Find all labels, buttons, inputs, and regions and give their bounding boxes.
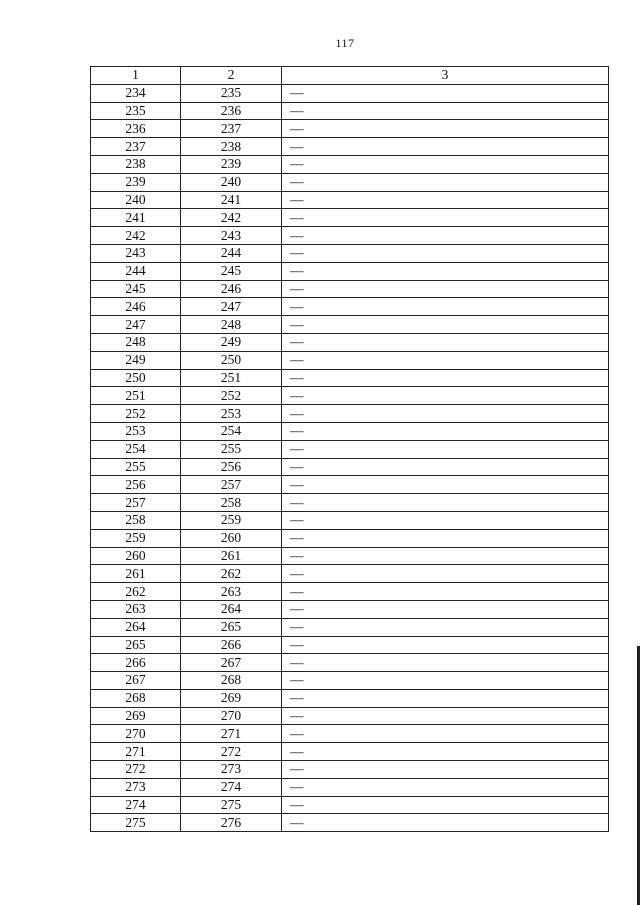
table-cell-col-3: — — [282, 351, 609, 369]
table-cell-col-1: 237 — [91, 138, 181, 156]
table-cell-col-1: 270 — [91, 725, 181, 743]
table-row — [91, 476, 609, 494]
table-row — [91, 565, 609, 583]
table-cell-col-1: 235 — [91, 102, 181, 120]
table-cell-col-1: 248 — [91, 333, 181, 351]
table-cell-col-2: 238 — [181, 138, 282, 156]
table-row — [91, 583, 609, 601]
table-cell-col-2: 255 — [181, 440, 282, 458]
table-row — [91, 689, 609, 707]
table-row — [91, 494, 609, 512]
table-row — [91, 796, 609, 814]
table-cell-col-3: — — [282, 387, 609, 405]
table-row — [91, 138, 609, 156]
table-row — [91, 618, 609, 636]
table-row — [91, 725, 609, 743]
table-row — [91, 600, 609, 618]
table-cell-col-3: — — [282, 244, 609, 262]
table-row — [91, 707, 609, 725]
table-cell-col-3: — — [282, 654, 609, 672]
table-cell-col-3: — — [282, 583, 609, 601]
table-row — [91, 191, 609, 209]
table-cell-col-1: 274 — [91, 796, 181, 814]
table-cell-col-1: 247 — [91, 316, 181, 334]
table-cell-col-3: — — [282, 689, 609, 707]
table-row — [91, 511, 609, 529]
table-row — [91, 173, 609, 191]
table-cell-col-2: 275 — [181, 796, 282, 814]
table-cell-col-1: 236 — [91, 120, 181, 138]
table-cell-col-2: 252 — [181, 387, 282, 405]
table-cell-col-1: 260 — [91, 547, 181, 565]
table-cell-col-1: 266 — [91, 654, 181, 672]
table-cell-col-1: 255 — [91, 458, 181, 476]
table-cell-col-2: 263 — [181, 583, 282, 601]
table-row — [91, 547, 609, 565]
table-cell-col-1: 267 — [91, 672, 181, 690]
table-cell-col-1: 239 — [91, 173, 181, 191]
table-cell-col-1: 240 — [91, 191, 181, 209]
table-row — [91, 672, 609, 690]
table-cell-col-3: — — [282, 618, 609, 636]
data-table — [90, 66, 609, 832]
table-row — [91, 405, 609, 423]
table-cell-col-3: — — [282, 173, 609, 191]
table-row — [91, 761, 609, 779]
table-row — [91, 636, 609, 654]
table-cell-col-3: — — [282, 440, 609, 458]
table-row — [91, 316, 609, 334]
table-row — [91, 743, 609, 761]
table-row — [91, 280, 609, 298]
table-cell-col-2: 250 — [181, 351, 282, 369]
table-body — [91, 84, 609, 831]
table-row — [91, 422, 609, 440]
table-cell-col-1: 249 — [91, 351, 181, 369]
table-cell-col-3: — — [282, 529, 609, 547]
table-cell-col-2: 268 — [181, 672, 282, 690]
table-cell-col-1: 243 — [91, 244, 181, 262]
table-cell-col-3: — — [282, 102, 609, 120]
table-cell-col-1: 258 — [91, 511, 181, 529]
table-cell-col-3: — — [282, 155, 609, 173]
table-cell-col-3: — — [282, 511, 609, 529]
table-cell-col-3: — — [282, 262, 609, 280]
table-cell-col-1: 234 — [91, 84, 181, 102]
table-cell-col-1: 265 — [91, 636, 181, 654]
column-header-2: 2 — [181, 67, 282, 85]
table-cell-col-3: — — [282, 725, 609, 743]
table-cell-col-2: 235 — [181, 84, 282, 102]
table-cell-col-3: — — [282, 280, 609, 298]
page-number: 117 — [335, 36, 355, 50]
table-cell-col-3: — — [282, 672, 609, 690]
table-cell-col-2: 242 — [181, 209, 282, 227]
table-cell-col-3: — — [282, 796, 609, 814]
table-cell-col-2: 240 — [181, 173, 282, 191]
table-cell-col-3: — — [282, 547, 609, 565]
table-cell-col-2: 239 — [181, 155, 282, 173]
table-cell-col-3: — — [282, 191, 609, 209]
table-cell-col-2: 253 — [181, 405, 282, 423]
table-row — [91, 84, 609, 102]
table-row — [91, 120, 609, 138]
table-cell-col-1: 241 — [91, 209, 181, 227]
column-header-1: 1 — [91, 67, 181, 85]
table-cell-col-1: 242 — [91, 227, 181, 245]
table-cell-col-3: — — [282, 743, 609, 761]
table-cell-col-2: 264 — [181, 600, 282, 618]
table-cell-col-2: 271 — [181, 725, 282, 743]
table-cell-col-2: 246 — [181, 280, 282, 298]
table-cell-col-1: 273 — [91, 778, 181, 796]
table-cell-col-1: 261 — [91, 565, 181, 583]
table-cell-col-3: — — [282, 422, 609, 440]
table-cell-col-3: — — [282, 120, 609, 138]
table-cell-col-2: 243 — [181, 227, 282, 245]
table-row — [91, 387, 609, 405]
table-cell-col-1: 254 — [91, 440, 181, 458]
table-row — [91, 529, 609, 547]
table-row — [91, 102, 609, 120]
table-cell-col-2: 276 — [181, 814, 282, 832]
table-cell-col-3: — — [282, 494, 609, 512]
table-cell-col-2: 237 — [181, 120, 282, 138]
table-cell-col-3: — — [282, 476, 609, 494]
table-cell-col-2: 259 — [181, 511, 282, 529]
table-cell-col-1: 252 — [91, 405, 181, 423]
table-cell-col-2: 260 — [181, 529, 282, 547]
table-header-row — [91, 67, 609, 85]
table-cell-col-3: — — [282, 333, 609, 351]
table-cell-col-3: — — [282, 227, 609, 245]
table-cell-col-1: 245 — [91, 280, 181, 298]
table-row — [91, 778, 609, 796]
table-cell-col-2: 266 — [181, 636, 282, 654]
table-cell-col-2: 241 — [181, 191, 282, 209]
table-cell-col-2: 254 — [181, 422, 282, 440]
table-row — [91, 333, 609, 351]
table-cell-col-1: 268 — [91, 689, 181, 707]
table-cell-col-2: 270 — [181, 707, 282, 725]
table-row — [91, 369, 609, 387]
table-cell-col-1: 250 — [91, 369, 181, 387]
table-cell-col-3: — — [282, 209, 609, 227]
table-cell-col-3: — — [282, 761, 609, 779]
table-cell-col-2: 265 — [181, 618, 282, 636]
table-cell-col-1: 271 — [91, 743, 181, 761]
table-cell-col-2: 267 — [181, 654, 282, 672]
column-header-3: 3 — [282, 67, 609, 85]
table-cell-col-2: 248 — [181, 316, 282, 334]
table-header — [91, 67, 609, 85]
table-cell-col-2: 257 — [181, 476, 282, 494]
table-cell-col-1: 264 — [91, 618, 181, 636]
table-cell-col-2: 269 — [181, 689, 282, 707]
table-cell-col-1: 251 — [91, 387, 181, 405]
table-cell-col-3: — — [282, 84, 609, 102]
table-cell-col-1: 257 — [91, 494, 181, 512]
table-cell-col-1: 263 — [91, 600, 181, 618]
table-row — [91, 227, 609, 245]
table-cell-col-2: 249 — [181, 333, 282, 351]
table-row — [91, 155, 609, 173]
table-cell-col-2: 258 — [181, 494, 282, 512]
table-cell-col-3: — — [282, 316, 609, 334]
table-cell-col-3: — — [282, 298, 609, 316]
table-cell-col-2: 274 — [181, 778, 282, 796]
table-cell-col-1: 244 — [91, 262, 181, 280]
table-cell-col-1: 246 — [91, 298, 181, 316]
table-cell-col-2: 261 — [181, 547, 282, 565]
table-cell-col-2: 262 — [181, 565, 282, 583]
table-cell-col-3: — — [282, 814, 609, 832]
table-row — [91, 458, 609, 476]
table-row — [91, 654, 609, 672]
table-cell-col-1: 253 — [91, 422, 181, 440]
table-cell-col-1: 238 — [91, 155, 181, 173]
table-cell-col-3: — — [282, 778, 609, 796]
table-cell-col-3: — — [282, 600, 609, 618]
table-row — [91, 298, 609, 316]
table-row — [91, 351, 609, 369]
table-cell-col-3: — — [282, 707, 609, 725]
table-cell-col-2: 236 — [181, 102, 282, 120]
table-cell-col-3: — — [282, 636, 609, 654]
table-cell-col-3: — — [282, 138, 609, 156]
table-cell-col-3: — — [282, 458, 609, 476]
table-cell-col-2: 251 — [181, 369, 282, 387]
table-cell-col-1: 269 — [91, 707, 181, 725]
table-cell-col-2: 244 — [181, 244, 282, 262]
table-row — [91, 209, 609, 227]
table-cell-col-1: 262 — [91, 583, 181, 601]
table-cell-col-2: 245 — [181, 262, 282, 280]
table-cell-col-3: — — [282, 369, 609, 387]
table-cell-col-2: 247 — [181, 298, 282, 316]
table-cell-col-3: — — [282, 565, 609, 583]
table-cell-col-1: 259 — [91, 529, 181, 547]
table-cell-col-3: — — [282, 405, 609, 423]
table-cell-col-1: 256 — [91, 476, 181, 494]
table-cell-col-2: 256 — [181, 458, 282, 476]
table-row — [91, 814, 609, 832]
table-row — [91, 440, 609, 458]
table-cell-col-1: 275 — [91, 814, 181, 832]
table-row — [91, 262, 609, 280]
table-cell-col-2: 272 — [181, 743, 282, 761]
table-cell-col-1: 272 — [91, 761, 181, 779]
table-cell-col-2: 273 — [181, 761, 282, 779]
table-row — [91, 244, 609, 262]
